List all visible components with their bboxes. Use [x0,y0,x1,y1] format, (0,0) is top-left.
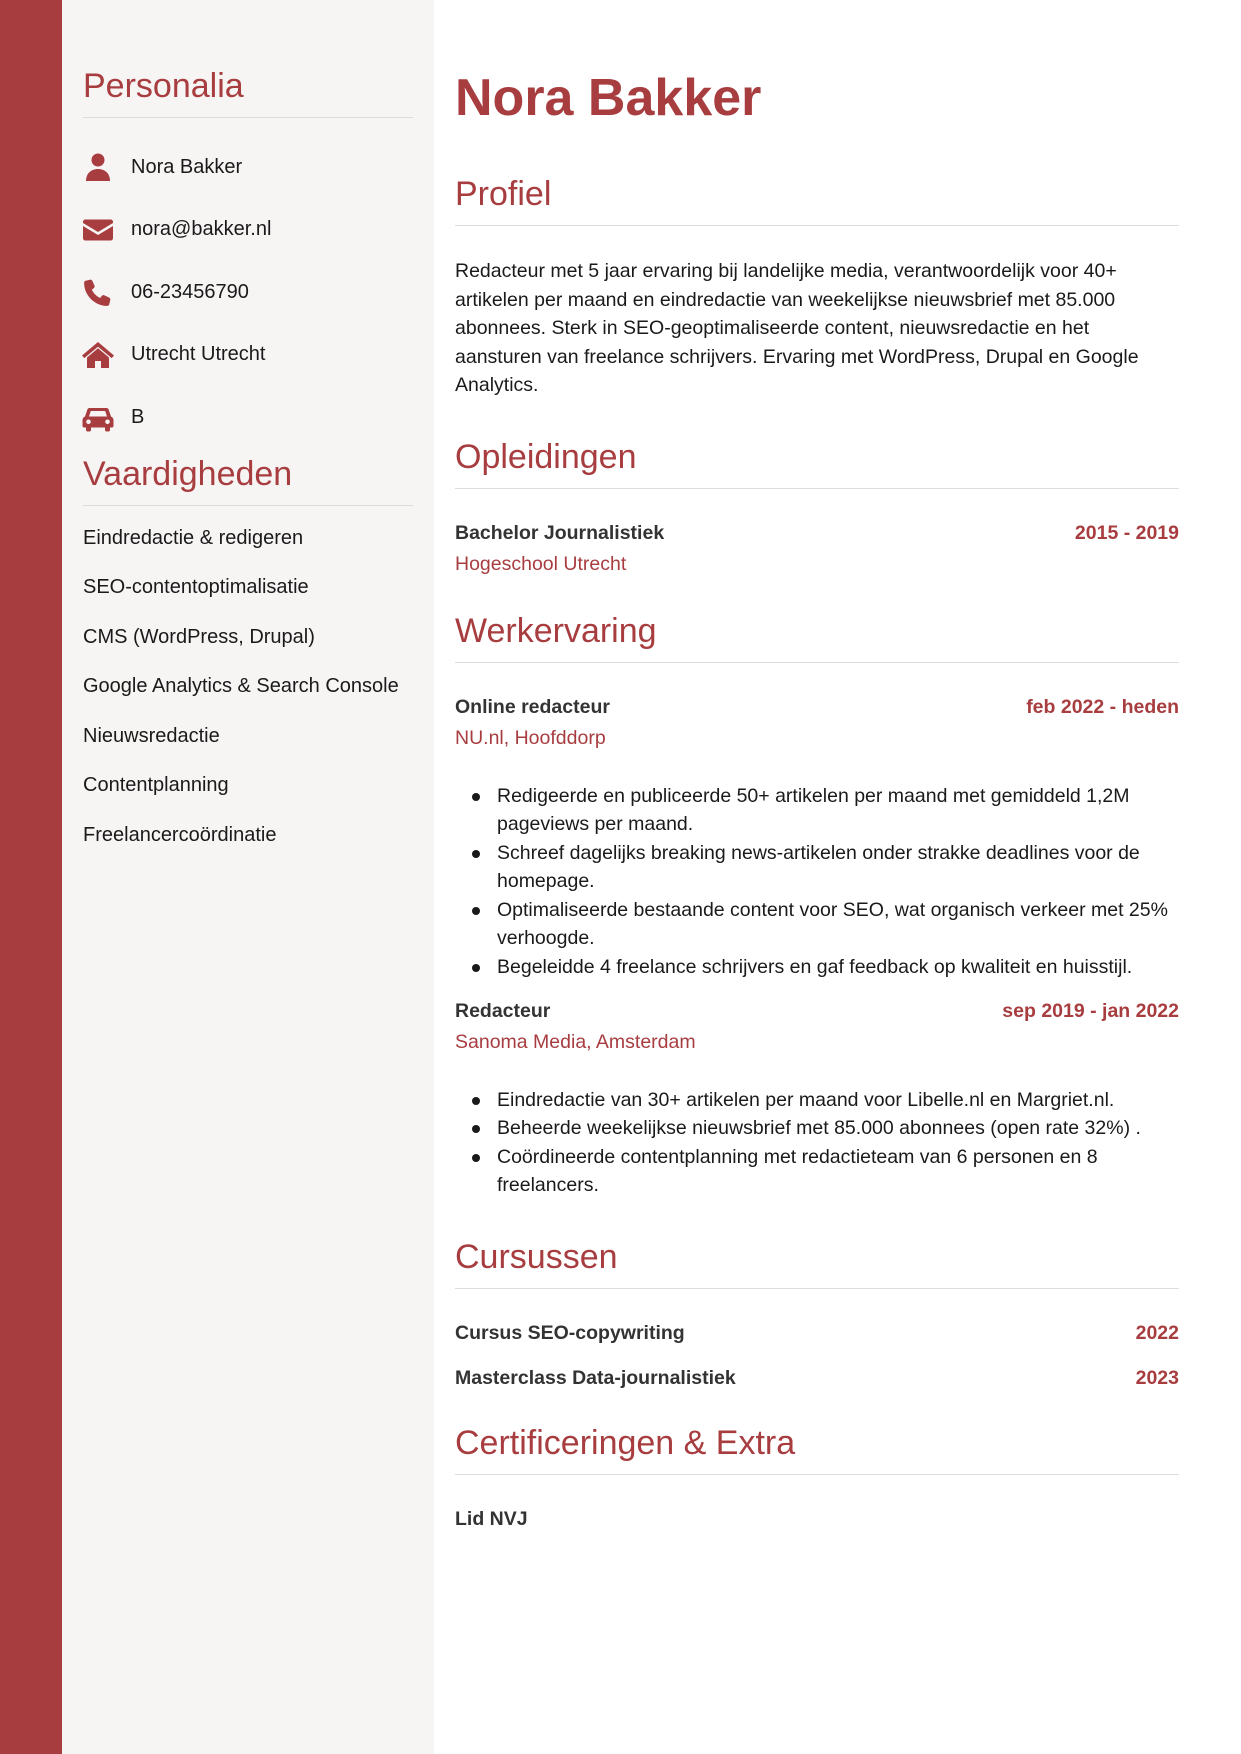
profile-text: Redacteur met 5 jaar ervaring bij landelijke media, verantwoordelijk voor 40+ artikelen per maand en eindredactie van weekelijkse nieuwsbrief met 85.000 abonnees. Sterk in SEO-geoptimaliseerde content, nieuwsredactie en het aansturen van freelance schrijvers. Ervaring met WordPress, Drupal en Google Analytics. [455,260,1139,396]
job-bullets [455,1086,1179,1200]
skill-item: Google Analytics & Search Console [83,675,399,698]
job-bullet: Eindredactie van 30+ artikelen per maand voor Libelle.nl en Margriet.nl. [497,1086,1179,1115]
job-date: feb 2022 - heden [1026,695,1179,718]
certification-item: Lid NVJ [455,1508,528,1531]
course-entry [455,1322,1179,1345]
course-entry [455,1367,1179,1390]
main-content [434,0,1241,1754]
course-date: 2022 [1135,1322,1179,1345]
skills-heading: Vaardigheden [83,457,413,506]
job-bullet: Redigeerde en publiceerde 50+ artikelen per maand met gemiddeld 1,2M pageviews per maand. [497,782,1179,839]
job-title: Online redacteur [455,695,610,718]
accent-stripe [0,0,62,1754]
courses-heading: Cursussen [455,1240,1179,1289]
education-institution: Hogeschool Utrecht [455,552,627,575]
contact-email [83,199,414,262]
envelope-icon [81,213,115,247]
job-bullets [455,782,1179,982]
contact-phone [83,261,414,324]
profile-heading: Profiel [455,177,1179,226]
work-entry [455,696,1179,982]
user-icon [81,150,115,184]
contact-email-text[interactable]: nora@bakker.nl [131,218,272,241]
skill-item: Nieuwsredactie [83,724,220,747]
job-employer: NU.nl, Hoofddorp [455,726,606,749]
education-date: 2015 - 2019 [1074,521,1179,544]
phone-icon [81,275,115,309]
job-bullet: Begeleidde 4 freelance schrijvers en gaf feedback op kwaliteit en huisstijl. [497,953,1179,982]
course-title: Cursus SEO-copywriting [455,1322,685,1345]
skill-item: SEO-contentoptimalisatie [83,576,309,599]
job-date: sep 2019 - jan 2022 [1002,999,1179,1022]
skill-item: Contentplanning [83,774,229,797]
job-bullet: Beheerde weekelijkse nieuwsbrief met 85.000 abonnees (open rate 32%) . [497,1114,1179,1143]
course-title: Masterclass Data-journalistiek [455,1367,736,1390]
contact-address [83,324,414,387]
personalia-heading: Personalia [83,69,413,118]
education-entry [455,522,1179,576]
job-title: Redacteur [455,999,551,1022]
car-icon [81,400,115,434]
home-icon [81,338,115,372]
contact-license [83,386,414,449]
contact-phone-text[interactable]: 06-23456790 [131,280,249,303]
work-heading: Werkervaring [455,614,1179,663]
sidebar [62,0,434,1754]
education-title: Bachelor Journalistiek [455,521,665,544]
job-bullet: Schreef dagelijks breaking news-artikelen onder strakke deadlines voor de homepage. [497,839,1179,896]
candidate-name: Nora Bakker [455,69,762,127]
job-bullet: Coördineerde contentplanning met redactieteam van 6 personen en 8 freelancers. [497,1143,1179,1200]
skill-item: Freelancercoördinatie [83,824,277,847]
contact-address-text: Utrecht Utrecht [131,343,266,366]
contact-name-text: Nora Bakker [131,155,243,178]
course-date: 2023 [1135,1367,1179,1390]
skill-item: Eindredactie & redigeren [83,526,304,549]
education-heading: Opleidingen [455,440,1179,489]
skills-list [83,526,414,873]
work-entry [455,1000,1179,1200]
contact-license-text: B [131,405,145,428]
contact-name [83,136,414,199]
job-bullet: Optimaliseerde bestaande content voor SEO, wat organisch verkeer met 25% verhoogde. [497,896,1179,953]
skill-item: CMS (WordPress, Drupal) [83,625,315,648]
contact-list [83,136,414,449]
certifications-heading: Certificeringen & Extra [455,1426,1179,1475]
job-employer: Sanoma Media, Amsterdam [455,1030,696,1053]
